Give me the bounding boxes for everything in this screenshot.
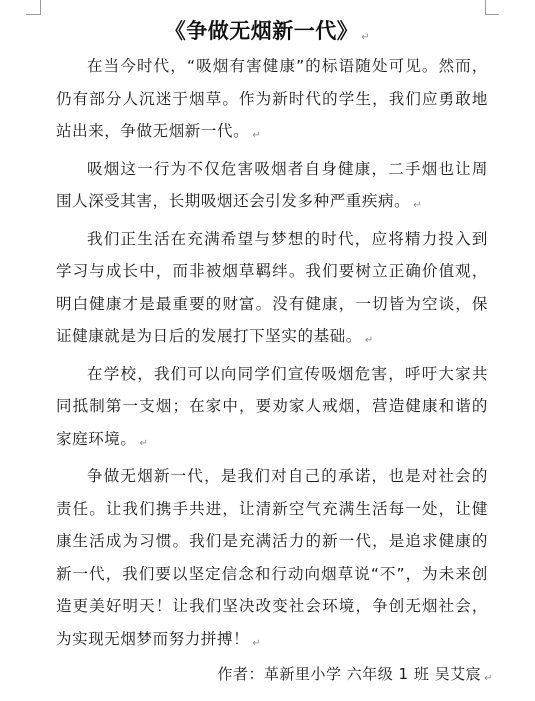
- paragraph-mark-icon: ↵: [252, 130, 262, 141]
- document-title[interactable]: [0, 14, 535, 55]
- paragraph-text: 争做无烟新一代，是我们对自己的承诺，也是对社会的责任。让我们携手共进，让清新空气充满生活每一处，让健康生活成为习惯。我们是充满活力的新一代，是追求健康的新一代，我们要以坚定信念和行动向烟草说“不”，为未来创造更美好明天！让我们坚决改变社会环境，争创无烟社会，为实现无烟梦而努力拼搏！: [56, 467, 488, 648]
- paragraph-mark-icon: ↵: [413, 200, 423, 211]
- paragraph-mark-icon: ↵: [361, 32, 371, 43]
- paragraph-text: 我们正生活在充满希望与梦想的时代，应将精力投入到学习与成长中，而非被烟草羁绊。我们要树立正确价值观，明白健康才是最重要的财富。没有健康，一切皆为空谈，保证健康就是为日后的发展打下坚实的基础。: [56, 229, 488, 345]
- paragraph-text: 吸烟这一行为不仅危害吸烟者自身健康，二手烟也让周围人深受其害，长期吸烟还会引发多种严重疾病。: [56, 159, 488, 210]
- paragraph[interactable]: [56, 358, 488, 461]
- page-corner-mark: [485, 0, 486, 15]
- paragraph[interactable]: [56, 460, 488, 660]
- document-title-text: 《争做无烟新一代》: [164, 19, 359, 43]
- author-text: 作者：革新里小学 六年级 1 班 吴艾宸: [217, 665, 482, 683]
- paragraph-text: 在当今时代，“吸烟有害健康”的标语随处可见。然而，仍有部分人沉迷于烟草。作为新时代的学生，我们应勇敢地站出来，争做无烟新一代。: [56, 57, 488, 140]
- author-line[interactable]: [217, 661, 493, 692]
- paragraph-mark-icon: ↵: [484, 673, 493, 684]
- document-body[interactable]: [56, 50, 488, 660]
- paragraph-text: 在学校，我们可以向同学们宣传吸烟危害，呼吁大家共同抵制第一支烟；在家中，要劝家人戒烟，营造健康和谐的家庭环境。: [56, 364, 488, 448]
- page-corner-mark: [40, 0, 41, 15]
- paragraph-mark-icon: ↵: [252, 637, 262, 649]
- paragraph[interactable]: [56, 153, 488, 223]
- paragraph-mark-icon: ↵: [364, 335, 374, 346]
- paragraph-mark-icon: ↵: [139, 437, 149, 449]
- paragraph[interactable]: [56, 50, 488, 153]
- paragraph[interactable]: [56, 223, 488, 358]
